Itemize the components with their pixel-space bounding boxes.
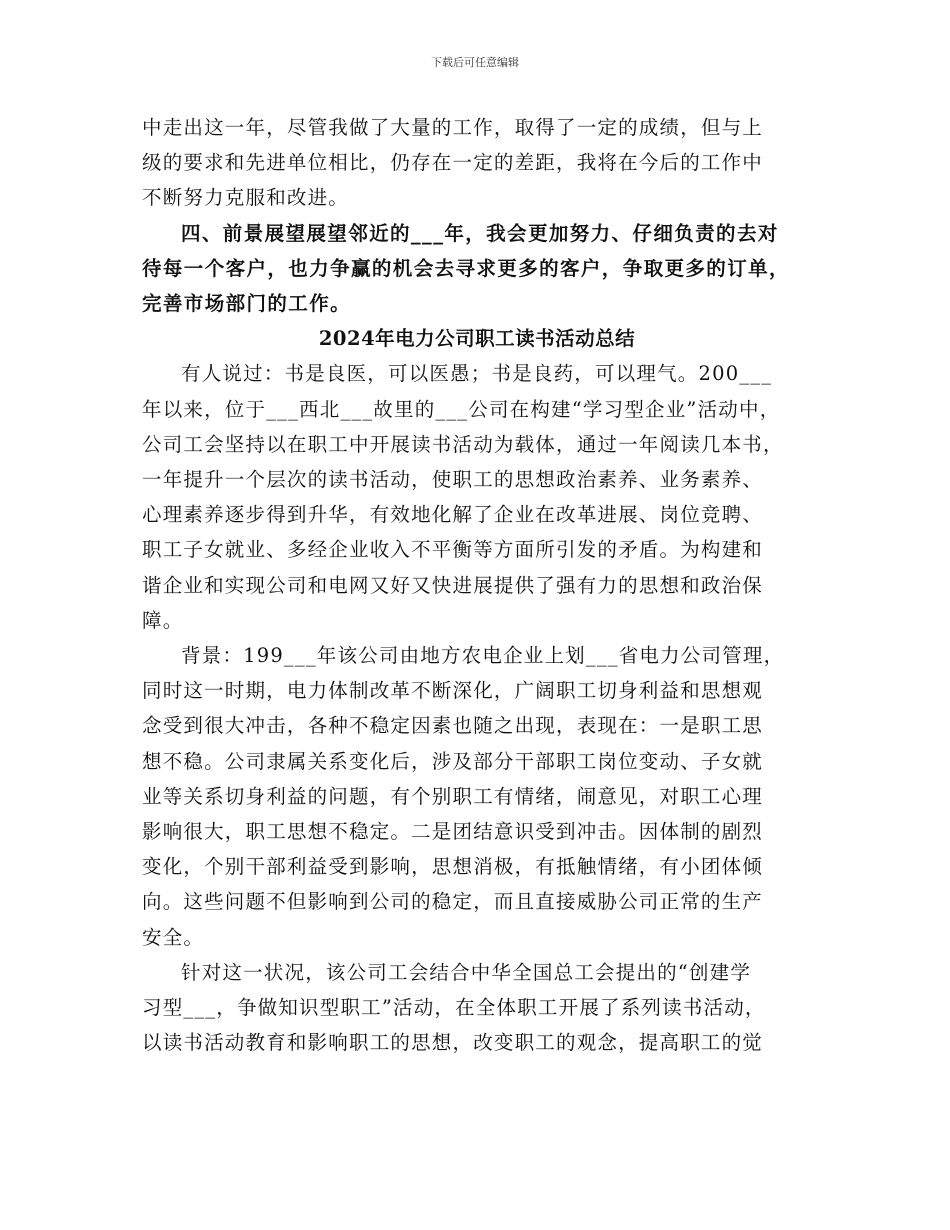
text-line: 不断努力克服和改进。	[142, 186, 350, 210]
paragraph-continuation	[142, 110, 812, 216]
paragraph-intro	[142, 356, 812, 638]
text-line: 同时这一时期，电力体制改革不断深化，广阔职工切身利益和思想观	[142, 679, 764, 703]
section-title: 2024年电力公司职工读书活动总结	[318, 327, 636, 351]
text-line: 安全。	[142, 925, 205, 949]
text-line: 向。这些问题不但影响到公司的稳定，而且直接威胁公司正常的生产	[142, 890, 764, 914]
text-line: 待每一个客户，也力争赢的机会去寻求更多的客户，争取更多的订单，	[142, 256, 790, 280]
text-line: 业等关系切身利益的问题，有个别职工有情绪，闹意见，对职工心理	[142, 784, 764, 808]
text-line: 障。	[142, 608, 184, 632]
text-line: 年以来，位于___西北___故里的___公司在构建“学习型企业”活动中，	[142, 397, 781, 421]
paragraph-background	[142, 638, 812, 955]
text-line: 级的要求和先进单位相比，仍存在一定的差距，我将在今后的工作中	[142, 151, 764, 175]
text-line: 念受到很大冲击，各种不稳定因素也随之出现，表现在：一是职工思	[142, 714, 764, 738]
text-line: 以读书活动教育和影响职工的思想，改变职工的观念，提高职工的觉	[142, 1031, 764, 1055]
text-line: 想不稳。公司隶属关系变化后，涉及部分干部职工岗位变动、子女就	[142, 749, 764, 773]
text-line: 完善市场部门的工作。	[142, 292, 352, 316]
text-line: 变化，个别干部利益受到影响，思想消极，有抵触情绪，有小团体倾	[142, 855, 764, 879]
text-line: 背景：199___年该公司由地方农电企业上划___省电力公司管理，	[181, 644, 785, 668]
text-line: 四、前景展望展望邻近的___年，我会更加努力、仔细负责的去对	[181, 221, 779, 245]
paragraph-response	[142, 955, 812, 1061]
text-line: 习型___，争做知识型职工”活动，在全体职工开展了系列读书活动，	[142, 996, 766, 1020]
text-line: 职工子女就业、多经企业收入不平衡等方面所引发的矛盾。为构建和	[142, 538, 764, 562]
page-header: 下载后可任意编辑	[431, 56, 519, 69]
text-line: 心理素养逐步得到升华，有效地化解了企业在改革进展、岗位竞聘、	[142, 503, 764, 527]
text-line: 影响很大，职工思想不稳定。二是团结意识受到冲击。因体制的剧烈	[142, 820, 764, 844]
text-line: 谐企业和实现公司和电网又好又快进展提供了强有力的思想和政治保	[142, 573, 764, 597]
text-line: 有人说过：书是良医，可以医愚；书是良药，可以理气。200___	[181, 362, 773, 386]
paragraph-outlook	[142, 216, 812, 322]
text-line: 中走出这一年，尽管我做了大量的工作，取得了一定的成绩，但与上	[142, 116, 764, 139]
text-line: 一年提升一个层次的读书活动，使职工的思想政治素养、业务素养、	[142, 468, 764, 492]
document-body	[142, 110, 812, 1060]
text-line: 公司工会坚持以在职工中开展读书活动为载体，通过一年阅读几本书，	[142, 432, 784, 456]
text-line: 针对这一状况，该公司工会结合中华全国总工会提出的“创建学	[181, 960, 752, 984]
